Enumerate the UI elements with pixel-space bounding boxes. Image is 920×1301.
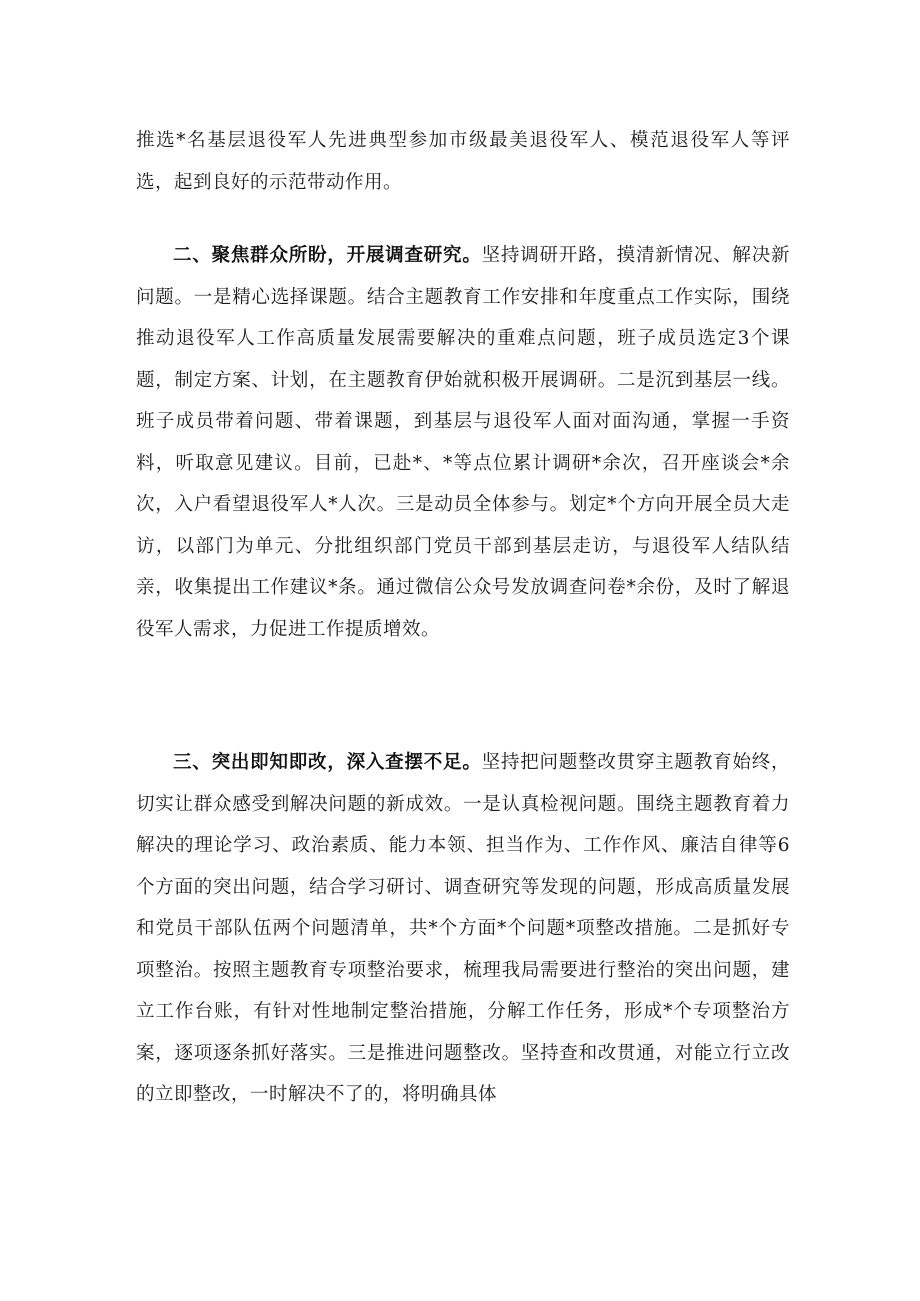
paragraph-body: 推选*名基层退役军人先进典型参加市级最美退役军人、模范退役军人等评选，起到良好的示范带动作用。 bbox=[136, 130, 790, 193]
paragraph-continuation bbox=[136, 120, 790, 203]
paragraph-body: 坚持调研开路，摸清新情况、解决新问题。一是精心选择课题。结合主题教育工作安排和年度重点工作实际，围绕推动退役军人工作高质量发展需要解决的重难点问题，班子成员选定3个课题，制定方案、计划，在主题教育伊始就积极开展调研。二是沉到基层一线。班子成员带着问题、带着课题，到基层与退役军人面对面沟通，掌握一手资料，听取意见建议。目前，已赴*、*等点位累计调研*余次，召开座谈会*余次，入户看望退役军人*人次。三是动员全体参与。划定*个方向开展全员大走访，以部门为单元、分批组织部门党员干部到基层走访，与退役军人结队结亲，收集提出工作建议*条。通过微信公众号发放调查问卷*余份，及时了解退役军人需求，力促进工作提质增效。 bbox=[136, 245, 790, 640]
paragraph-section-three bbox=[136, 742, 790, 1116]
paragraph-section-two bbox=[136, 235, 790, 650]
paragraph-body: 坚持把问题整改贯穿主题教育始终，切实让群众感受到解决问题的新成效。一是认真检视问题。围绕主题教育着力解决的理论学习、政治素质、能力本领、担当作为、工作作风、廉洁自律等6个方面的突出问题，结合学习研讨、调查研究等发现的问题，形成高质量发展和党员干部队伍两个问题清单，共*个方面*个问题*项整改措施。二是抓好专项整治。按照主题教育专项整治要求，梳理我局需要进行整治的突出问题，建立工作台账，有针对性地制定整治措施，分解工作任务，形成*个专项整治方案，逐项逐条抓好落实。三是推进问题整改。坚持查和改贯通，对能立行立改的立即整改，一时解决不了的，将明确具体 bbox=[136, 752, 790, 1105]
section-heading: 二、聚焦群众所盼，开展调查研究。 bbox=[173, 245, 482, 266]
section-heading: 三、突出即知即改，深入查摆不足。 bbox=[173, 752, 482, 773]
